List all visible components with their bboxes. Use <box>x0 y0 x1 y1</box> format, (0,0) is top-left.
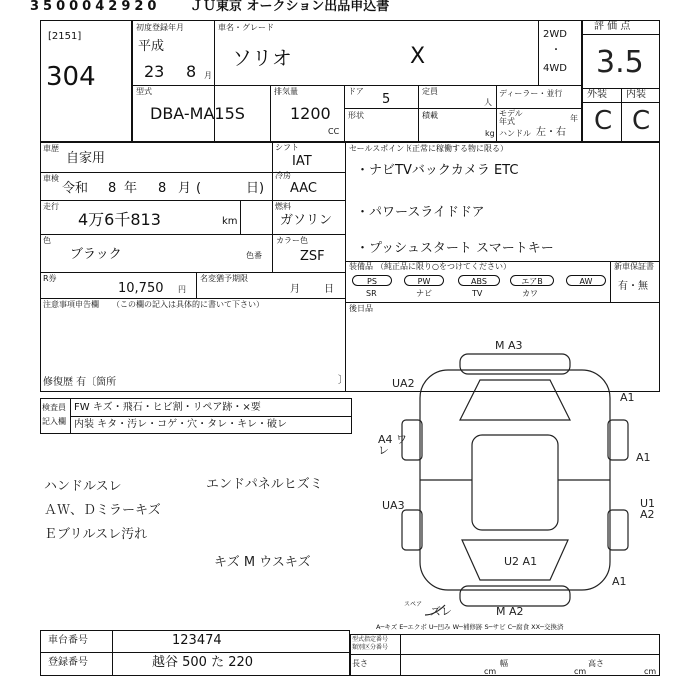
length-label: 長さ <box>352 659 368 668</box>
header-id: 3500042920 <box>30 0 161 14</box>
repair-close: 〕 <box>338 375 348 386</box>
drive-dot: ・ <box>551 45 561 56</box>
header-title: ＪＵ東京 オークション出品申込書 <box>190 0 390 14</box>
first-reg-month-unit: 月 <box>204 71 212 80</box>
grade-label: 評 価 点 <box>594 21 631 32</box>
tax-day-unit: 日 <box>324 284 334 295</box>
int-grade: C <box>632 106 651 136</box>
size-label: 型式指定番号 <box>352 636 389 643</box>
drive-2wd: 2WD <box>543 29 567 40</box>
shift-label: シフト <box>275 143 299 152</box>
mark-u2-a1: U2 A1 <box>504 555 538 568</box>
model-year-label: モデル年式 <box>499 109 523 126</box>
plate-number: 越谷 500 た 220 <box>152 655 254 670</box>
inspector-row-2: 内装 キタ・汚レ・コゲ・穴・タレ・キレ・破レ <box>74 419 287 430</box>
car-diagram <box>400 340 630 620</box>
ext-label: 外装 <box>587 89 607 100</box>
grade-score: 3.5 <box>596 45 644 80</box>
load-unit: kg <box>485 129 495 138</box>
height-label: 高さ <box>588 659 604 668</box>
model-code: DBA-MA15S <box>150 104 245 123</box>
hand-note-3: Ｅブリルスレ汚れ <box>44 527 148 542</box>
equip-navi: ナビ <box>416 289 432 298</box>
car-name: ソリオ <box>232 46 292 70</box>
mark-m-a3: M A3 <box>495 339 523 352</box>
notes-label: 注意事項申告欄 <box>43 300 99 309</box>
recycle-value: 10,750 <box>118 281 164 296</box>
shape-label: 形状 <box>348 111 364 120</box>
plate-label: 登録番号 <box>48 657 88 668</box>
displacement: 1200 <box>290 104 331 123</box>
cap-unit: 人 <box>484 98 492 107</box>
disp-unit: CC <box>328 127 340 136</box>
car-name-label: 車名・グレード <box>218 23 274 32</box>
hand-note-5: キズ M ウスキズ <box>214 555 311 570</box>
lot-number: 304 <box>46 62 96 92</box>
handle-value: 左・右 <box>536 127 566 138</box>
shaken-year: 8 <box>108 181 117 196</box>
chassis-label: 車台番号 <box>48 635 88 646</box>
mark-a1-right: A1 <box>636 451 651 464</box>
use-value: 自家用 <box>66 151 106 166</box>
color-label: 色 <box>43 236 51 245</box>
color-value: ブラック <box>70 247 122 262</box>
damage-legend: A─キズ E─エクボ U─凹み W─補修跡 S─サビ C─腐食 XX─交換済 <box>376 623 564 631</box>
spare-label: スペア <box>404 601 423 608</box>
recycle-label: R券 <box>43 274 57 283</box>
handle-label: ハンドル <box>499 129 531 138</box>
fuel-value: ガソリン <box>280 213 333 228</box>
inspector-row-1: FW キズ・飛石・ヒビ割・リペア跡・×要 <box>74 402 261 413</box>
use-label: 車歴 <box>43 144 59 153</box>
selling-point-1: ・ナビTVバックカメラ ETC <box>356 163 519 178</box>
selling-label-note: （正常に稼働する物に限る） <box>404 144 508 153</box>
load-label: 積載 <box>422 111 438 120</box>
recycle-unit: 円 <box>178 285 186 294</box>
first-reg-month: 8 <box>186 62 197 81</box>
equip-ps: PS <box>352 275 392 286</box>
shaken-month-unit: 月 <box>178 181 192 196</box>
mark-zure: ズレ <box>430 605 452 618</box>
car-grade: X <box>410 44 426 69</box>
shaken-era: 令和 <box>62 181 89 196</box>
equip-sr: SR <box>366 289 377 298</box>
mark-m-a2: M A2 <box>496 605 524 618</box>
hand-note-4: エンドパネルヒズミ <box>206 477 323 492</box>
color-code-label2: カラー色 <box>276 236 308 245</box>
hand-note-1: ハンドルスレ <box>44 479 122 494</box>
afterwards-label: 後日品 <box>349 304 373 313</box>
inspector-label-1: 検査員 <box>42 403 66 412</box>
equip-pw: PW <box>404 275 444 286</box>
ref-number: [2151] <box>48 31 82 42</box>
shaken-day-close: 日) <box>246 181 265 196</box>
width-unit: cm <box>574 667 587 676</box>
mark-ua3: UA3 <box>382 499 405 512</box>
equip-abs: ABS <box>458 275 500 286</box>
inspector-label-2: 記入欄 <box>42 417 66 426</box>
equip-aw: AW <box>566 275 606 286</box>
shaken-day-open: ( <box>196 181 202 196</box>
ac-label: 冷房 <box>275 171 291 180</box>
height-unit: cm <box>644 667 657 676</box>
shaken-year-unit: 年 <box>124 181 138 196</box>
notes-label-note: （この欄の記入は具体的に書いて下さい） <box>112 300 264 309</box>
new-warranty-label: 新車保証書 <box>614 262 654 271</box>
equip-airbag: エアB <box>510 275 554 286</box>
tax-month-unit: 月 <box>290 284 300 295</box>
ext-grade: C <box>594 106 613 136</box>
mark-a1-bottom: A1 <box>612 575 627 588</box>
equip-leather: カワ <box>522 289 538 298</box>
ac-value: AAC <box>290 181 317 196</box>
chassis-number: 123474 <box>172 633 222 648</box>
fuel-label: 燃料 <box>275 202 291 211</box>
shaken-month: 8 <box>158 181 167 196</box>
repair-history: 修復歴 有〔箇所 <box>43 377 117 388</box>
size-box <box>350 634 660 676</box>
first-reg-era: 平成 <box>138 39 165 54</box>
mark-a1-top: A1 <box>620 391 635 404</box>
mileage-unit: km <box>222 216 238 227</box>
width-label: 幅 <box>500 659 508 668</box>
new-warranty-value: 有・無 <box>618 281 648 292</box>
equip-tv: TV <box>472 289 483 298</box>
model-label: 型式 <box>136 87 152 96</box>
mileage-value: 4万6千813 <box>78 210 161 229</box>
mark-ua2: UA2 <box>392 377 415 390</box>
mark-a4: A4 ワレ <box>378 433 408 457</box>
selling-point-2: ・パワースライドドア <box>356 205 485 220</box>
dealer-label: ディーラー・並行 <box>499 89 563 98</box>
int-label: 内装 <box>626 89 646 100</box>
equipment-label-note: （純正品に限り○をつけてください） <box>376 262 511 271</box>
door-count: 5 <box>382 92 391 107</box>
equipment-label: 装備品 <box>349 262 373 271</box>
shaken-label: 車検 <box>43 174 59 183</box>
length-unit: cm <box>484 667 497 676</box>
selling-point-3: ・プッシュスタート スマートキー <box>356 241 554 256</box>
tax-label: 名変猶予期限 <box>200 274 248 283</box>
hand-note-2: ＡＷ、Ｄミラーキズ <box>44 503 161 518</box>
color-code: ZSF <box>300 249 325 264</box>
year-unit: 年 <box>570 114 578 123</box>
door-label: ドア <box>348 87 364 96</box>
class-label: 類別区分番号 <box>352 644 389 651</box>
mileage-label: 走行 <box>43 202 59 211</box>
mark-u1-a2: U1 A2 <box>640 497 656 521</box>
drive-4wd: 4WD <box>543 63 567 74</box>
disp-label: 排気量 <box>274 87 298 96</box>
first-reg-label: 初度登録年月 <box>136 23 184 32</box>
selling-label: セールスポイント <box>349 144 413 153</box>
first-reg-year: 23 <box>144 62 165 81</box>
color-code-label: 色番 <box>246 251 262 260</box>
cap-label: 定員 <box>422 87 438 96</box>
shift-value: IAT <box>292 154 312 169</box>
